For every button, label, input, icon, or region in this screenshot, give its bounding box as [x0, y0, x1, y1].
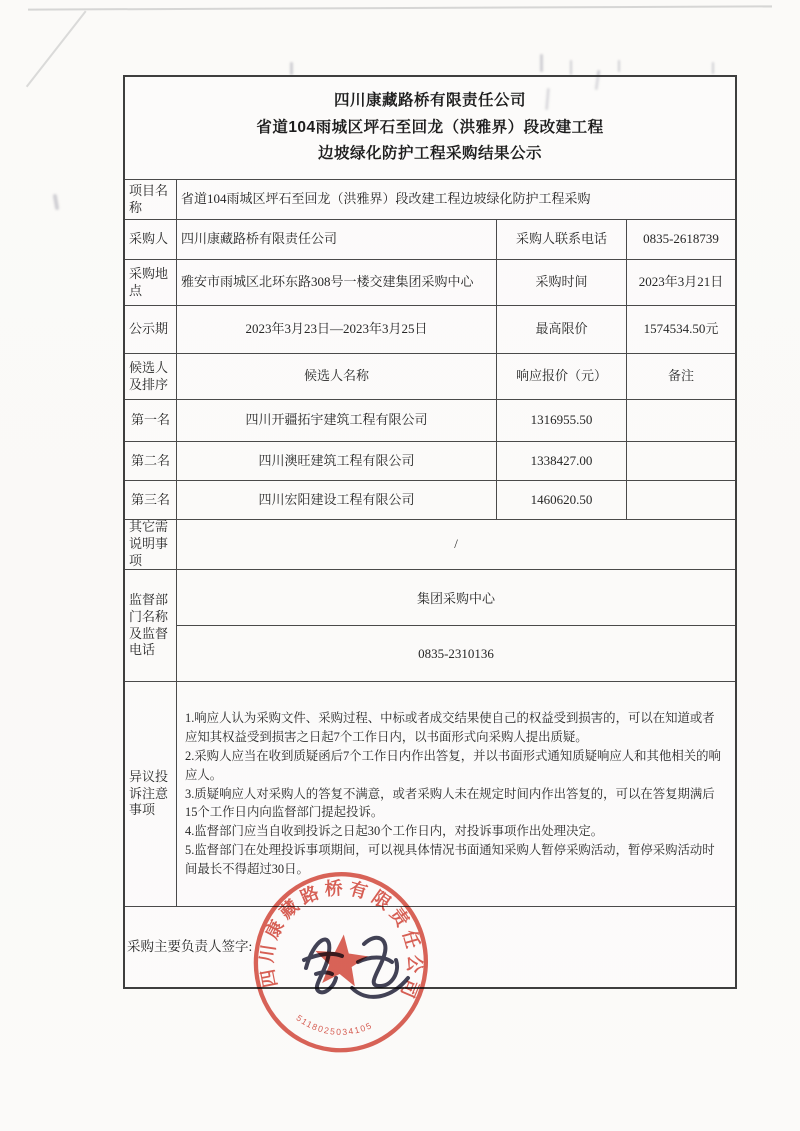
row-supervision [125, 570, 735, 682]
candidate-remark [627, 400, 735, 441]
scan-artifact-mark [290, 62, 293, 75]
seal-company-text: 四川康藏路桥有限责任公司 [256, 877, 426, 1006]
objection-item-4: 4.监督部门应当自收到投诉之日起30个工作日内，对投诉事项作出处理决定。 [185, 824, 604, 839]
project-name-value: 省道104雨城区坪石至回龙（洪雅界）段改建工程边坡绿化防护工程采购 [181, 191, 591, 207]
company-title: 四川康藏路桥有限责任公司 [333, 92, 526, 110]
candidate-name: 四川开疆拓宇建筑工程有限公司 [177, 400, 497, 441]
objection-item-2: 2.采购人应当在收到质疑函后7个工作日内作出答复，并以书面形式通知质疑响应人和其他相关的响应人。 [185, 748, 721, 782]
location-value: 雅安市雨城区北环东路308号一楼交建集团采购中心 [177, 260, 497, 305]
purchaser-label: 采购人 [125, 220, 177, 259]
candidates-rank-header: 候选人及排序 [125, 354, 177, 399]
supervision-values [177, 570, 735, 681]
candidates-name-header: 候选人名称 [177, 354, 497, 399]
document-title-block [125, 77, 735, 180]
project-title: 省道104雨城区坪石至回龙（洪雅界）段改建工程 [256, 118, 604, 136]
candidate-row-1 [125, 400, 735, 442]
candidate-rank: 第三名 [125, 481, 177, 519]
paper-corner-fold [26, 10, 86, 87]
publicity-period-label: 公示期 [125, 306, 177, 353]
row-purchaser [125, 220, 735, 260]
paper-edge-line [28, 5, 772, 10]
row-objection [125, 682, 735, 907]
objection-item-3: 3.质疑响应人对采购人的答复不满意，或者采购人未在规定时间内作出答复的，可以在答复期满后15个工作日内向监督部门提起投诉。 [185, 786, 715, 820]
purchaser-value: 四川康藏路桥有限责任公司 [177, 220, 497, 259]
announcement-title: 边坡绿化防护工程采购结果公示 [317, 145, 542, 163]
location-label: 采购地点 [125, 260, 177, 305]
objection-text [177, 682, 735, 906]
candidate-remark [627, 481, 735, 519]
candidate-price: 1460620.50 [497, 481, 627, 519]
candidates-remark-header: 备注 [667, 368, 694, 384]
row-other-notes [125, 520, 735, 570]
objection-item-1: 1.响应人认为采购文件、采购过程、中标或者成交结果使自己的权益受到损害的，可以在知道或者应知其权益受到损害之日起7个工作日内，以书面形式向采购人提出质疑。 [185, 711, 715, 745]
scan-artifact-mark [618, 60, 620, 72]
row-publicity-period [125, 306, 735, 354]
max-price-value: 1574534.50元 [643, 321, 719, 337]
max-price-label: 最高限价 [497, 306, 627, 353]
scan-artifact-mark [53, 194, 60, 210]
row-signature [125, 907, 735, 987]
candidate-rank: 第二名 [125, 442, 177, 480]
other-notes-label: 其它需说明事项 [125, 520, 177, 569]
other-notes-value: / [454, 536, 458, 552]
project-name-label: 项目名称 [125, 180, 177, 219]
purchaser-phone-label: 采购人联系电话 [497, 220, 627, 259]
candidate-remark [627, 442, 735, 480]
scan-artifact-mark [570, 60, 572, 75]
procurement-result-table [123, 75, 737, 989]
candidate-price: 1316955.50 [497, 400, 627, 441]
purchaser-phone-value: 0835-2618739 [643, 231, 719, 247]
row-candidates-header [125, 354, 735, 400]
row-location [125, 260, 735, 306]
seal-serial-text: 5118025034105 [294, 1012, 375, 1037]
objection-label: 异议投诉注意事项 [125, 682, 177, 906]
supervision-phone: 0835-2310136 [418, 645, 494, 661]
candidate-name: 四川澳旺建筑工程有限公司 [177, 442, 497, 480]
supervision-department: 集团采购中心 [177, 570, 735, 626]
candidate-price: 1338427.00 [497, 442, 627, 480]
scan-artifact-mark [712, 62, 714, 74]
purchase-time-label: 采购时间 [497, 260, 627, 305]
candidate-row-3 [125, 481, 735, 520]
publicity-period-value: 2023年3月23日—2023年3月25日 [177, 306, 497, 353]
row-project-name [125, 180, 735, 220]
candidate-name: 四川宏阳建设工程有限公司 [177, 481, 497, 519]
candidate-row-2 [125, 442, 735, 481]
supervision-label: 监督部门名称及监督电话 [125, 570, 177, 681]
purchase-time-value: 2023年3月21日 [638, 274, 724, 290]
candidates-price-header: 响应报价（元） [497, 354, 627, 399]
objection-item-5: 5.监督部门在处理投诉事项期间，可以视具体情况书面通知采购人暂停采购活动，暂停采购活动时间最长不得超过30日。 [185, 843, 715, 876]
scan-artifact-mark [540, 54, 543, 72]
signature-label: 采购主要负责人签字: [127, 939, 253, 955]
candidate-rank: 第一名 [125, 400, 177, 441]
